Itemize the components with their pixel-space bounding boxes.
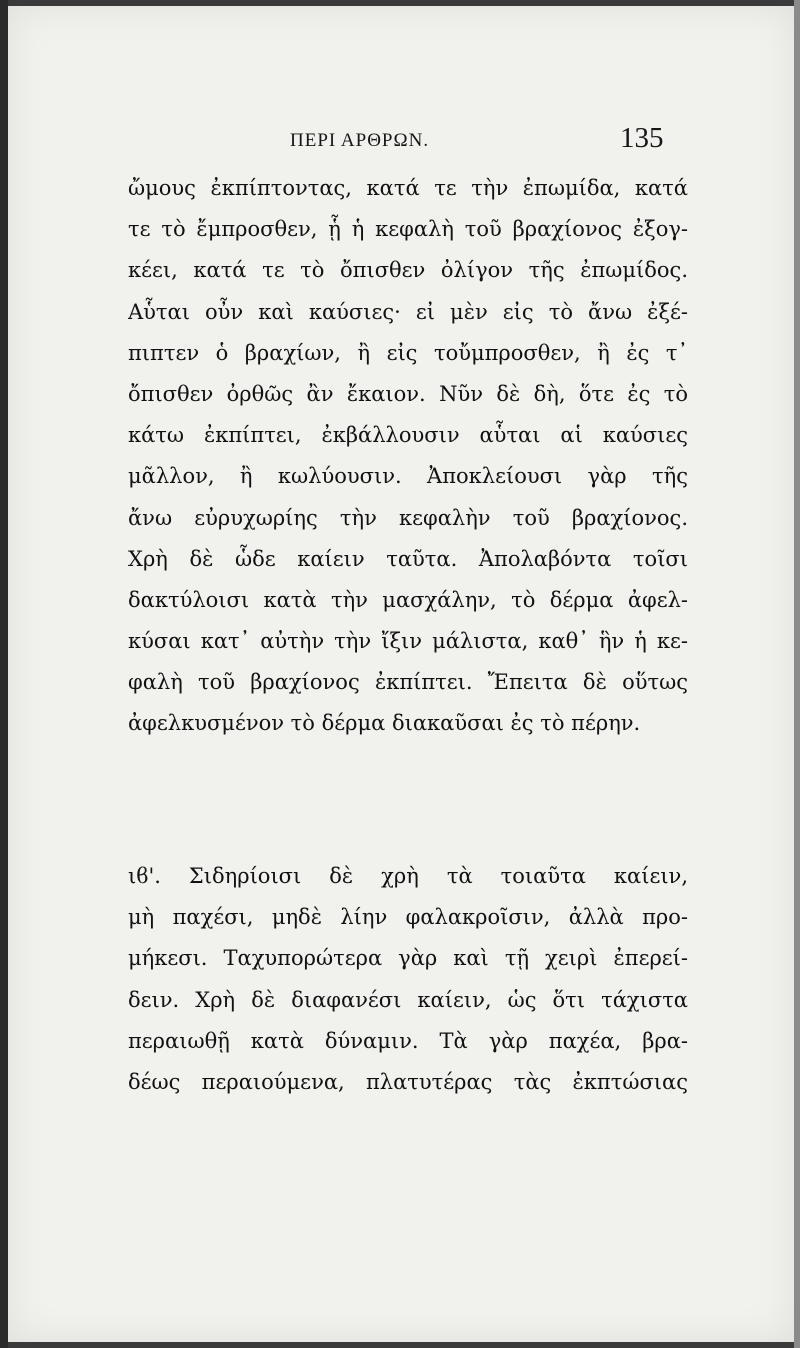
text-line: ἄνω εὐρυχωρίης τὴν κεφαλὴν τοῦ βραχίονος.: [128, 505, 688, 530]
text-line: μήκεσι. Ταχυπορώτερα γὰρ καὶ τῇ χειρὶ ἐπερεί-: [128, 946, 688, 971]
text-line: περαιωθῇ κατὰ δύναμιν. Τὰ γὰρ παχέα, βρα-: [128, 1028, 688, 1053]
book-page: [8, 6, 794, 1342]
text-line: Χρὴ δὲ ὧδε καίειν ταῦτα. Ἀπολαβόντα τοῖσι: [128, 546, 688, 571]
paragraph-1: [128, 168, 688, 745]
text-line: δέως περαιούμενα, πλατυτέρας τὰς ἐκπτώσιας: [128, 1069, 688, 1094]
text-line: ὤμους ἐκπίπτοντας, κατά τε τὴν ἐπωμίδα, κατά: [128, 176, 688, 200]
text-line: κύσαι κατ᾽ αὐτὴν τὴν ἴξιν μάλιστα, καθ᾽ ἣν ἡ κε-: [128, 629, 688, 654]
text-line: ὄπισθεν ὀρθῶς ἂν ἔκαιον. Νῦν δὲ δὴ, ὅτε ἐς τὸ: [128, 381, 688, 406]
right-page-edge: [794, 0, 800, 1348]
text-line: δειν. Χρὴ δὲ διαφανέσι καίειν, ὡς ὅτι τάχιστα: [128, 987, 688, 1012]
text-line: κέει, κατά τε τὸ ὄπισθεν ὀλίγον τῆς ἐπωμίδος.: [128, 258, 688, 283]
text-line: δακτύλοισι κατὰ τὴν μασχάλην, τὸ δέρμα ἀφελ-: [128, 587, 688, 612]
left-page-edge: [0, 0, 8, 1348]
text-line: Αὗται οὖν καὶ καύσιες· εἰ μὲν εἰς τὸ ἄνω ἐξέ-: [128, 299, 688, 324]
text-line: μᾶλλον, ἢ κωλύουσιν. Ἀποκλείουσι γὰρ τῆς: [128, 464, 688, 489]
text-line: πιπτεν ὁ βραχίων, ἢ εἰς τοὔμπροσθεν, ἢ ἐς τ᾽: [128, 340, 688, 365]
text-line: ἀφελκυσμένον τὸ δέρμα διακαῦσαι ἐς τὸ πέρην.: [128, 711, 641, 736]
text-line: τε τὸ ἔμπροσθεν, ᾗ ἡ κεφαλὴ τοῦ βραχίονος ἐξογ-: [128, 217, 688, 242]
text-line: φαλὴ τοῦ βραχίονος ἐκπίπτει. Ἔπειτα δὲ οὕτως: [128, 670, 688, 695]
text-line: ιϐ'. Σιδηρίοισι δὲ χρὴ τὰ τοιαῦτα καίειν,: [128, 864, 688, 888]
text-line: κάτω ἐκπίπτει, ἐκβάλλουσιν αὗται αἱ καύσιες: [128, 423, 688, 448]
page-header: [8, 122, 794, 162]
running-title: ΠΕΡΙ ΑΡΘΡΩΝ.: [290, 130, 430, 151]
text-line: μὴ παχέσι, μηδὲ λίην φαλακροῖσιν, ἀλλὰ προ-: [128, 905, 688, 930]
paragraph-2: [128, 856, 688, 1103]
page-number: 135: [620, 122, 664, 154]
